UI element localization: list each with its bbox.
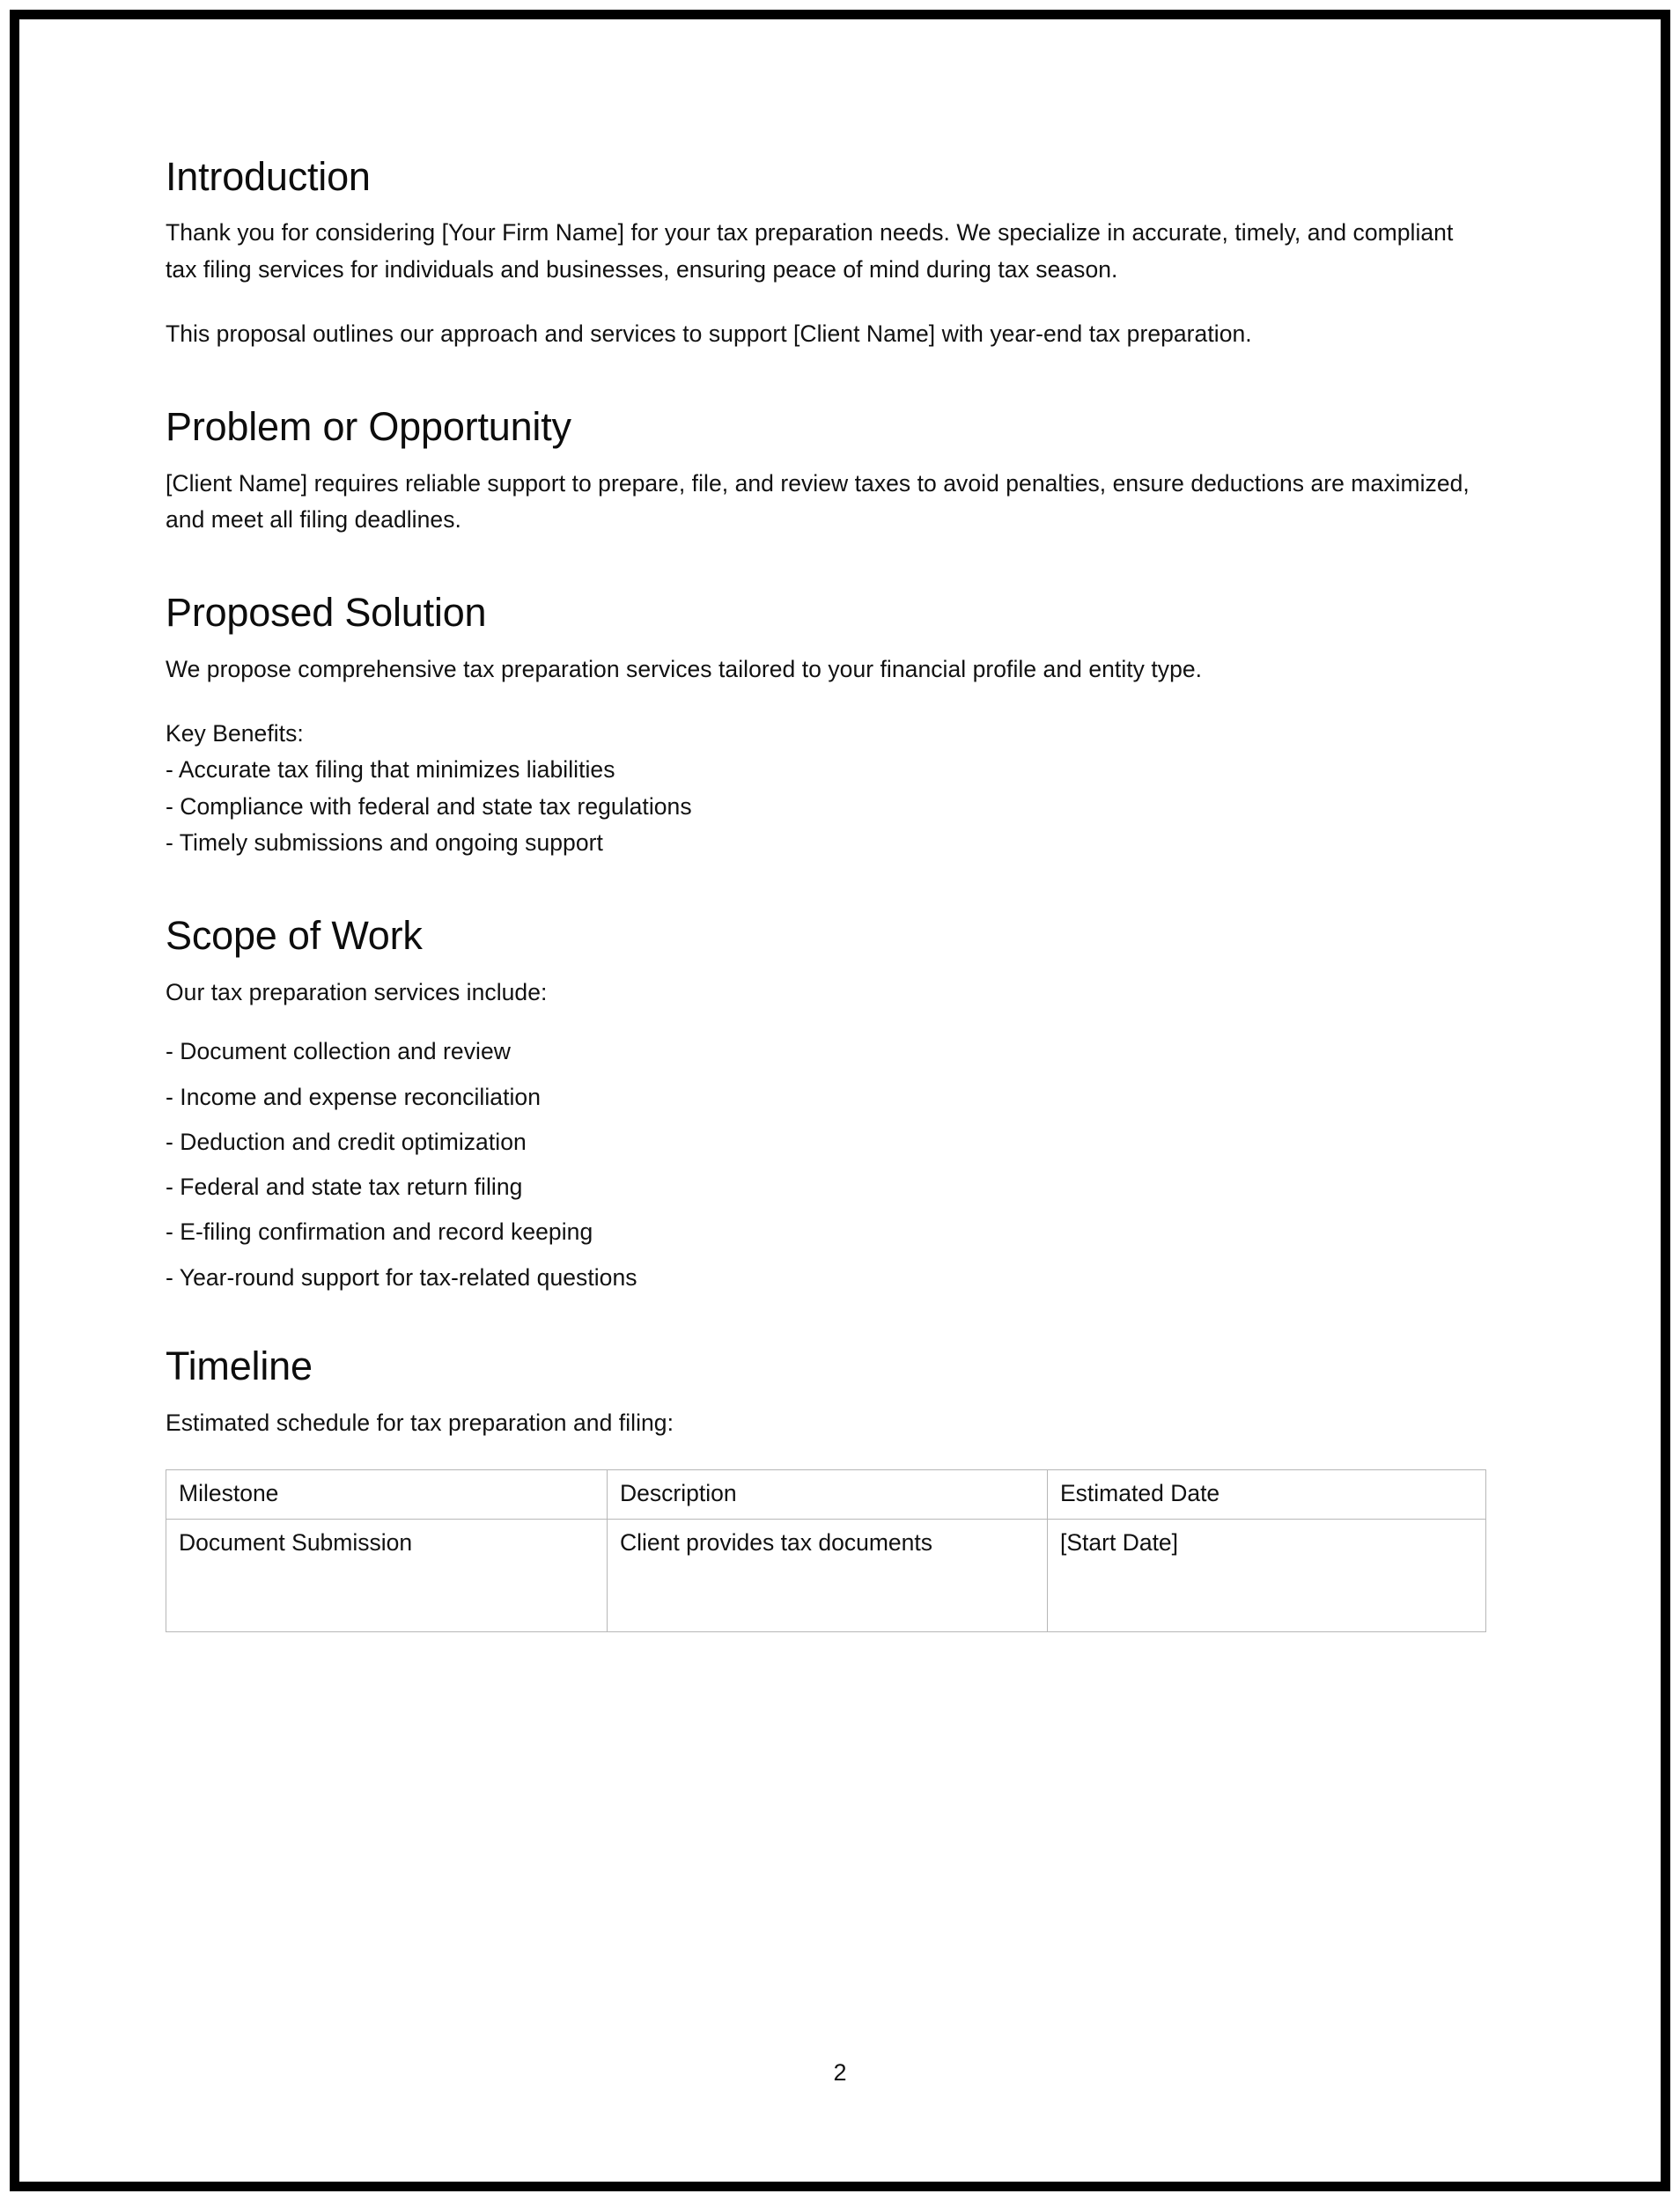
introduction-paragraph-1: Thank you for considering [Your Firm Name] for your tax preparation needs. We specialize in accurate, timely, and compliant tax filing services for individuals and businesses, ensuring peace of mind during tax season.: [166, 219, 1454, 283]
timeline-intro: Estimated schedule for tax preparation and filing:: [166, 1409, 674, 1436]
key-benefit-item: - Timely submissions and ongoing support: [166, 829, 603, 857]
section-timeline: [166, 1344, 1490, 1632]
table-header-milestone: Milestone: [166, 1469, 608, 1519]
heading-problem-or-opportunity: Problem or Opportunity: [166, 404, 571, 450]
introduction-paragraph-2: This proposal outlines our approach and services to support [Client Name] with year-end tax preparation.: [166, 320, 1252, 348]
timeline-table: [166, 1469, 1486, 1632]
key-benefits-list: [166, 716, 1490, 861]
section-problem-or-opportunity: [166, 405, 1490, 538]
heading-timeline: Timeline: [166, 1343, 313, 1389]
heading-introduction: Introduction: [166, 154, 371, 199]
proposed-solution-intro: We propose comprehensive tax preparation services tailored to your financial profile and entity type.: [166, 655, 1203, 682]
page-number: 2: [833, 2059, 847, 2086]
scope-item: - Federal and state tax return filing: [166, 1174, 523, 1201]
heading-scope-of-work: Scope of Work: [166, 913, 423, 959]
table-header-row: [166, 1469, 1486, 1519]
scope-of-work-intro: Our tax preparation services include:: [166, 978, 548, 1005]
table-cell-milestone: Document Submission: [166, 1520, 608, 1632]
section-introduction: [166, 155, 1490, 352]
key-benefit-item: - Accurate tax filing that minimizes liabilities: [166, 756, 615, 784]
problem-paragraph-1: [Client Name] requires reliable support to prepare, file, and review taxes to avoid penalties, ensure deductions are maximized, and meet all filing deadlines.: [166, 469, 1470, 534]
scope-item: - Document collection and review: [166, 1038, 511, 1065]
table-header-description: Description: [608, 1469, 1048, 1519]
key-benefits-label: Key Benefits:: [166, 720, 304, 747]
table-cell-description: Client provides tax documents: [608, 1520, 1048, 1632]
scope-item: - Deduction and credit optimization: [166, 1128, 527, 1155]
section-scope-of-work: [166, 914, 1490, 1292]
scope-item: - Income and expense reconciliation: [166, 1083, 541, 1110]
key-benefit-item: - Compliance with federal and state tax regulations: [166, 792, 692, 820]
heading-proposed-solution: Proposed Solution: [166, 590, 487, 636]
scope-item: - E-filing confirmation and record keeping: [166, 1218, 593, 1246]
table-cell-estimated-date: [Start Date]: [1048, 1520, 1486, 1632]
scope-of-work-list: [166, 1037, 1490, 1292]
table-header-estimated-date: Estimated Date: [1048, 1469, 1486, 1519]
scope-item: - Year-round support for tax-related questions: [166, 1263, 637, 1291]
section-proposed-solution: [166, 591, 1490, 861]
document-content: [166, 155, 1490, 1632]
table-row: [166, 1520, 1486, 1632]
